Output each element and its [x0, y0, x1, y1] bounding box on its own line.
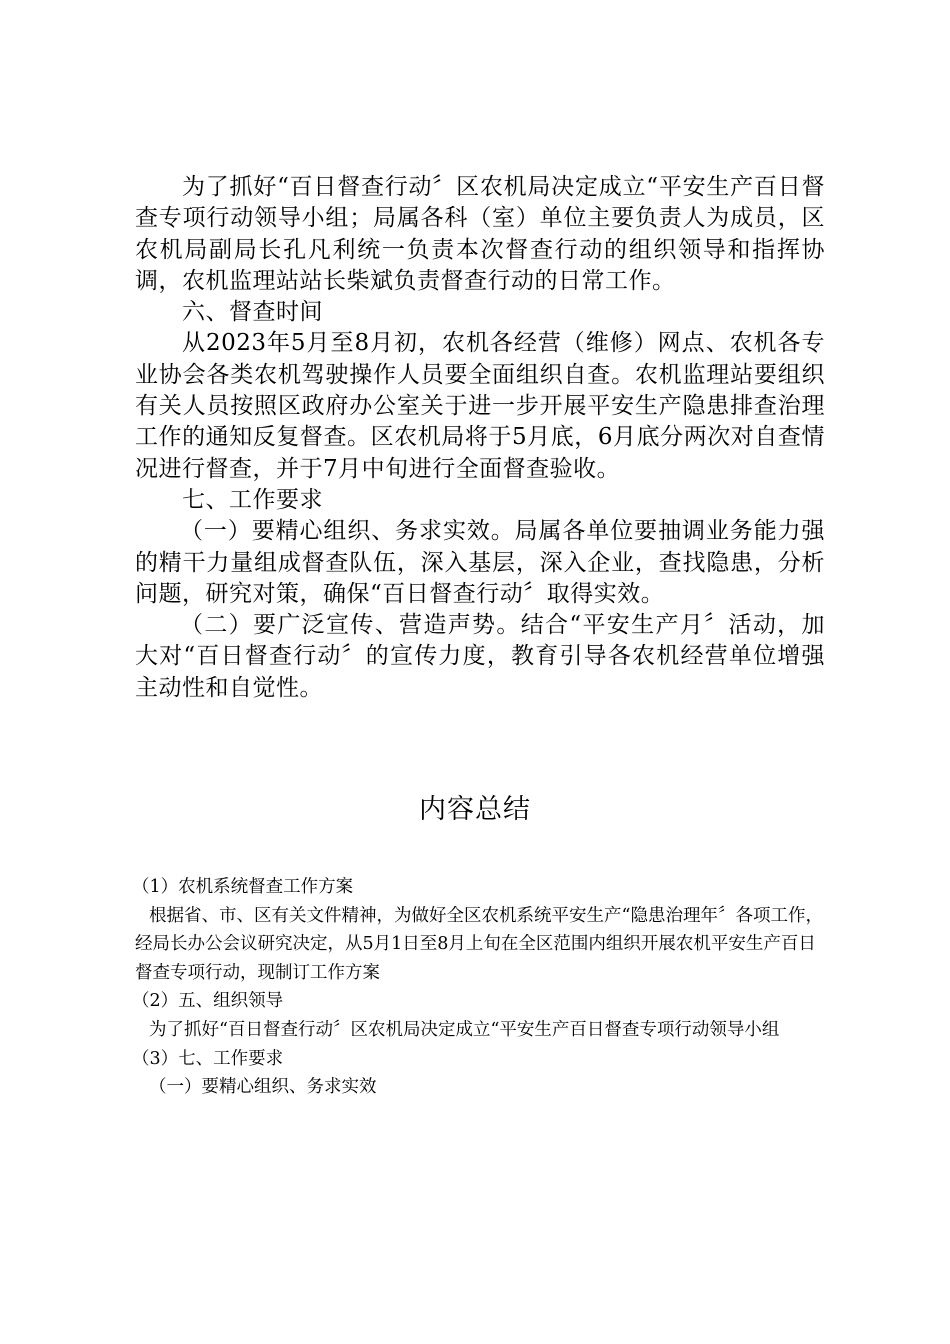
summary-item-2-heading: （2）五、组织领导 — [132, 991, 284, 1012]
paragraph-inspection-time: 从2023年5月至8月初，农机各经营（维修）网点、农机各专业协会各类农机驾驶操作人员要全面组织自查。农机监理站要组织有关人员按照区政府办公室关于进一步开展平安生产隐患排查治理工作的通知反复督查。区农机局将于5月底，6月底分两次对自查情况进行督查，并于7月中旬进行全面督查验收。 — [135, 330, 825, 482]
summary-title: 内容总结 — [419, 794, 531, 825]
summary-item-2-body: 为了抓好“百日督查行动〞区农机局决定成立“平安生产百日督查专项行动领导小组 — [149, 1019, 780, 1040]
section-heading-work-requirements: 七、工作要求 — [182, 486, 323, 513]
summary-section — [132, 873, 825, 1102]
paragraph-requirement-1: （一）要精心组织、务求实效。局属各单位要抽调业务能力强的精干力量组成督查队伍，深入基层，深入企业，查找隐患，分析问题，研究对策，确保“百日督查行动〞取得实效。 — [135, 518, 825, 607]
summary-item-3-heading: （3）七、工作要求 — [132, 1048, 284, 1069]
summary-item-1-body: 根据省、市、区有关文件精神，为做好全区农机系统平安生产“隐患治理年〞各项工作，经局长办公会议研究决定，从5月1日至8月上旬在全区范围内组织开展农机平安生产百日督查专项行动，现制订工作方案 — [135, 905, 823, 983]
summary-item-1-heading: （1）农机系统督查工作方案 — [132, 877, 354, 897]
section-heading-inspection-time: 六、督查时间 — [182, 299, 323, 326]
summary-item-3-body: （一）要精心组织、务求实效 — [149, 1077, 377, 1098]
document-body — [135, 172, 825, 704]
paragraph-requirement-2: （二）要广泛宣传、营造声势。结合“平安生产月〞活动，加大对“百日督查行动〞的宣传力度，教育引导各农机经营单位增强主动性和自觉性。 — [135, 612, 825, 701]
paragraph-organization-leadership: 为了抓好“百日督查行动〞区农机局决定成立“平安生产百日督查专项行动领导小组；局属各科（室）单位主要负责人为成员，区农机局副局长孔凡利统一负责本次督查行动的组织领导和指挥协调，农机监理站站长柴斌负责督查行动的日常工作。 — [135, 174, 825, 294]
